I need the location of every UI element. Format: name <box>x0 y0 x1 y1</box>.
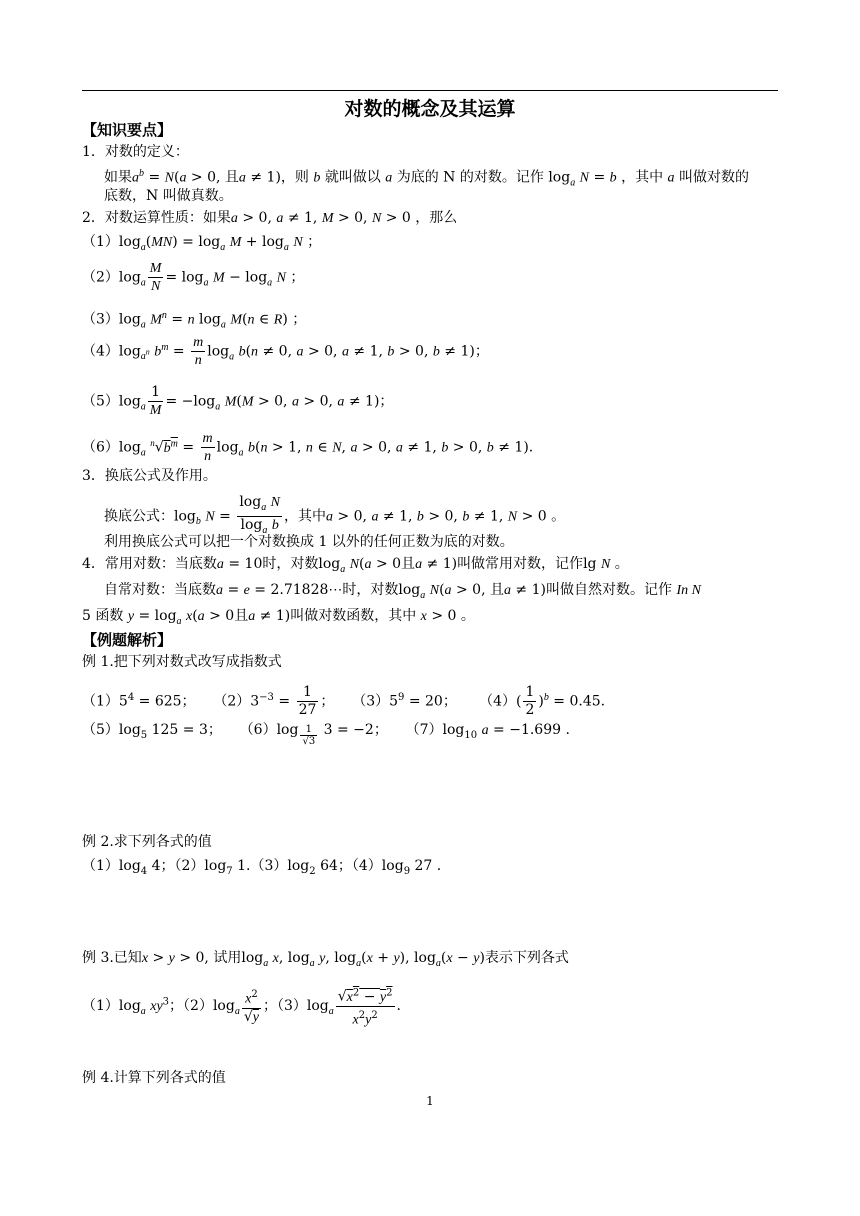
item-log-function: 5 函数 $y = \log_a x(a > 0$且a ≠ 1)叫做对数函数，其中 x > 0 。 <box>82 608 475 627</box>
item-properties-heading: 2．对数运算性质：如果a > 0, a ≠ 1, M > 0, N > 0 ，那么 <box>82 210 458 226</box>
example-2-heading: 例 2.求下列各式的值 <box>82 834 212 850</box>
property-1: $(1)\log_a(MN) = \log_a M + \log_a N$ ； <box>82 234 322 253</box>
example-1-heading: 例 1.把下列对数式改写成指数式 <box>82 654 282 670</box>
example-1-row-2: $(5)\log_5$ 125 = 3； （6）log $_{\frac{1}{√3}}$ 3 = −2； $(7)\log_{10}$ a = −1.699 . <box>82 722 570 747</box>
property-3: $(3)\log_a$ $M^n = n$ $\log_a M(n$ ∈ R) ； <box>82 310 307 331</box>
definition-line-2: 底数，N 叫做真数。 <box>104 188 233 204</box>
example-2-items: $(1)\log_4$ 4；$(2)\log_7$ $1.(3)\log_2$ 64；$(4)\log_9$ 27 . <box>82 858 442 877</box>
change-of-base-usage: 利用换底公式可以把一个对数换成 1 以外的任何正数为底的对数。 <box>104 534 514 550</box>
header-rule <box>82 90 778 91</box>
section-knowledge: 【知识要点】 <box>82 121 173 139</box>
item-change-of-base-heading: 3．换底公式及作用。 <box>82 468 217 484</box>
property-2: $(2)\log_a$ $\frac{M}{N}$ = $\log_a M - \log_a N$ ； <box>82 261 305 294</box>
section-examples: 【例题解析】 <box>82 631 173 649</box>
example-1-row-1: $(1)5^4 = 625$； $(2)3^{-3}$ = $\frac{1}{27}$ ； $(3)5^9 = 20$； （4）( $\frac{1}{2}$ )$^b$ = 0.45. <box>82 684 606 718</box>
change-of-base-formula: 换底公式：$\log_b N$ = $\frac{\log_a N}{\log_a b}$ ，其中a > 0, a ≠ 1, b > 0, b ≠ 1, N > 0 。 <box>104 494 566 536</box>
property-5: $(5)\log_a$ $\frac{1}{M}$ = $-\log_a$ M(M > 0, a > 0, a ≠ 1)； <box>82 384 394 418</box>
property-4: $(4)\log_{a^n}$ $b^m$ = $\frac{m}{n}$ $\log_a b(n \ne 0$, a > 0, a ≠ 1, b > 0, b ≠ 1)； <box>82 335 489 368</box>
property-6: $(6)\log_a$ $^n√b^m$ = $\frac{m}{n}$ $\log_a b(n > 1$, n ∈ N, a > 0, a ≠ 1, b > 0, b ≠ 1). <box>82 431 534 464</box>
item-definition-heading: 1．对数的定义： <box>82 144 189 160</box>
page-number: 1 <box>426 1094 434 1108</box>
example-3-items: $(1)\log_a$ $xy^3$；$(2)\log_a$ $\frac{x^2}{√y}$ ；$(3)\log_a$ $\frac{√x^2 - y^2}{x^2y^2}$ . <box>82 984 401 1028</box>
definition-line-1: 如果$a^b = N(a > 0$, 且a ≠ 1)，则 b 就叫做以 a 为底的 N 的对数。记作 $\log_a N = b$ ，其中 a 叫做对数的 <box>104 168 749 189</box>
item-natural-log: 自常对数：当底数a = e = 2.71828⋯时，对数$\log_a N(a > 0$, 且a ≠ 1)叫做自然对数。记作 In N <box>104 582 701 601</box>
page-title: 对数的概念及其运算 <box>344 98 516 120</box>
example-4-heading: 例 4.计算下列各式的值 <box>82 1070 226 1086</box>
example-3-heading: 例 3.已知x > y > 0, 试用$\log_a x$, $\log_a y$, $\log_a(x + y)$, $\log_a(x - y)$表示下列各式 <box>82 950 569 969</box>
item-common-log: 4．常用对数：当底数a = 10时，对数$\log_a N(a > 0$且a ≠ 1)叫做常用对数，记作lg N 。 <box>82 556 629 575</box>
